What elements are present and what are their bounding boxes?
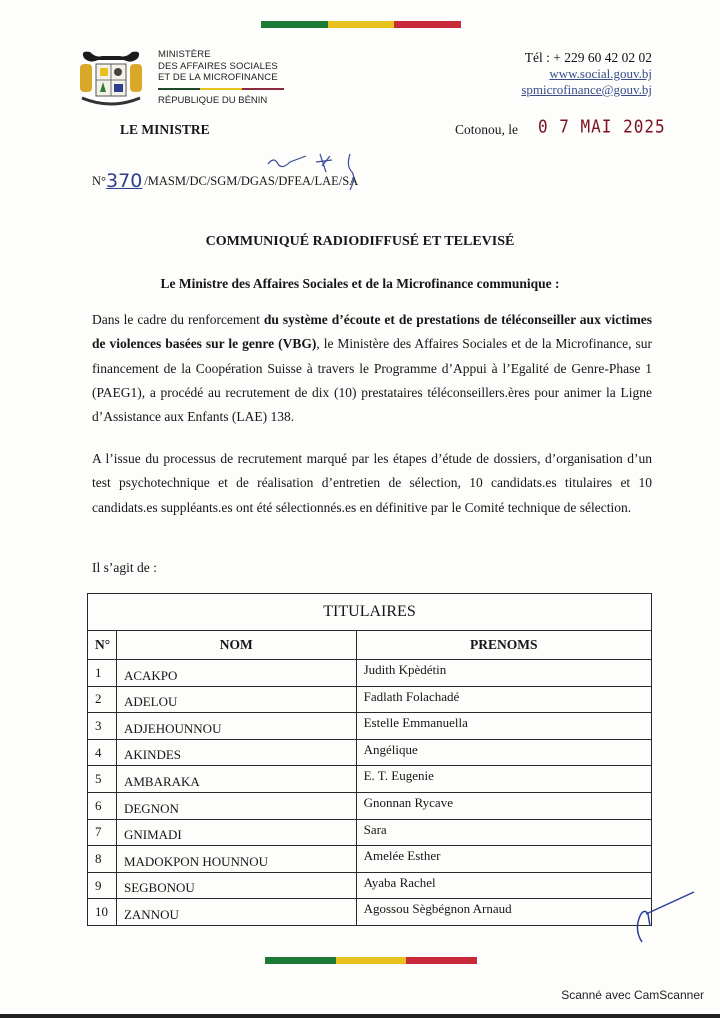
table-row: 5 AMBARAKA E. T. Eugenie xyxy=(88,766,652,793)
table-row: 4 AKINDES Angélique xyxy=(88,739,652,766)
table-header-row xyxy=(88,631,652,660)
titulaires-table xyxy=(87,593,652,926)
paragraph-context: Dans le cadre du renforcement du système d’écoute et de prestations de téléconseiller aux victimes de violences basées sur le genre (VBG), le Ministère des Affaires Sociales et de la Microfinance, sur financement de la Coopération Suisse à travers le Programme d’Appui à l’Egalité de Genre-Phase 1 (PAEG1), a procédé au recrutement de dix (10) prestataires téléconseillers.ères pour animer la Ligne d’Assistance aux Enfants (LAE) 138. xyxy=(92,312,652,425)
table-row: 6 DEGNON Gnonnan Rycave xyxy=(88,792,652,819)
phone-number: Tél : + 229 60 42 02 02 xyxy=(524,50,652,65)
table-row: 10 ZANNOU Agossou Sègbégnon Arnaud xyxy=(88,899,652,926)
header-no: N° xyxy=(88,631,117,660)
signature-mark-icon xyxy=(628,890,698,946)
handwritten-ref-number: 370 xyxy=(106,170,143,192)
reference-number: N°370 /MASM/DC/SGM/DGAS/DFEA/LAE/SA xyxy=(92,170,359,192)
paragraph-selection: A l’issue du processus de recrutement marqué par les étapes d’étude de dossiers, d’organisation d’un test psychotechnique et de réalisation d’entretien de sélection, 10 candidats.es titulaires et 10 candidats.es suppléants.es ont été sélectionnés.es en définitive par le Comité technique de sélection. xyxy=(92,451,652,515)
flag-bar-bottom xyxy=(265,957,477,964)
table-row: 3 ADJEHOUNNOU Estelle Emmanuella xyxy=(88,713,652,740)
communique-title: COMMUNIQUÉ RADIODIFFUSÉ ET TELEVISÉ xyxy=(205,234,515,249)
republic-label: RÉPUBLIQUE DU BÉNIN xyxy=(158,95,268,106)
email-link[interactable]: spmicrofinance@gouv.bj xyxy=(521,82,652,97)
minister-label: LE MINISTRE xyxy=(120,122,210,137)
benin-coat-of-arms-icon xyxy=(76,48,146,110)
table-row: 7 GNIMADI Sara xyxy=(88,819,652,846)
table-row: 2 ADELOU Fadlath Folachadé xyxy=(88,686,652,713)
table-caption: TITULAIRES xyxy=(88,594,652,631)
place-label: Cotonou, le xyxy=(455,122,518,137)
header-nom: NOM xyxy=(116,631,356,660)
header-prenoms: PRENOMS xyxy=(356,631,651,660)
table-row: 9 SEGBONOU Ayaba Rachel xyxy=(88,872,652,899)
communique-subtitle: Le Ministre des Affaires Sociales et de la Microfinance communique : xyxy=(160,276,560,291)
page-bottom-edge xyxy=(0,1014,720,1018)
date-stamp: 0 7 MAI 2025 xyxy=(538,116,666,137)
initials-scribble-icon xyxy=(262,152,372,192)
website-link[interactable]: www.social.gouv.bj xyxy=(549,66,652,81)
table-row: 1 ACAKPO Judith Kpèdétin xyxy=(88,660,652,687)
paragraph-intro-list: Il s’agit de : xyxy=(92,560,157,575)
ministry-name: MINISTÈRE DES AFFAIRES SOCIALES ET DE LA MICROFINANCE xyxy=(158,49,278,83)
contact-block xyxy=(521,50,652,98)
camscanner-watermark: Scanné avec CamScanner xyxy=(561,988,704,1002)
ministry-flag-rule xyxy=(158,88,284,90)
table-row: 8 MADOKPON HOUNNOU Amelée Esther xyxy=(88,846,652,873)
flag-bar-top xyxy=(261,21,461,28)
